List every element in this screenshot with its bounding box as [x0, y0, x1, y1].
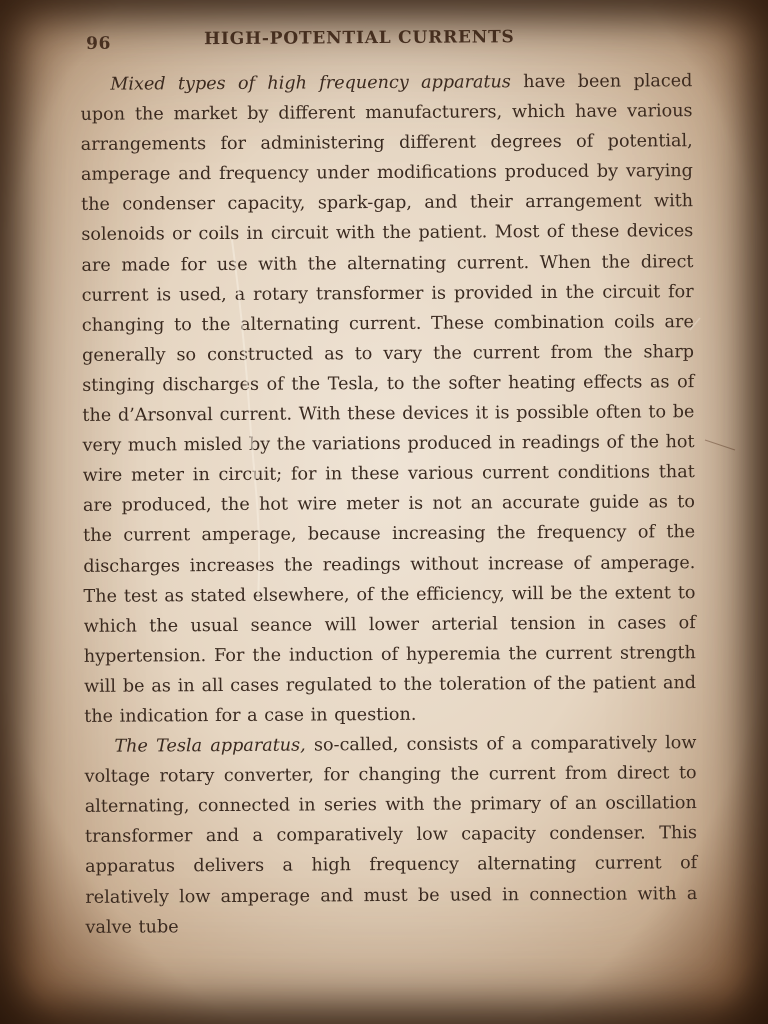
book-page: [80, 20, 698, 942]
page-number: 96: [86, 33, 112, 54]
running-title: HIGH-POTENTIAL CURRENTS: [204, 27, 515, 50]
paragraph-mixed-types: [80, 66, 696, 732]
paragraph-lead: Mixed types of high frequency apparatus: [110, 72, 511, 95]
running-head: [80, 20, 692, 58]
paragraph-body: so-called, consists of a comparatively low voltage rotary converter, for changing the current from direct to alternating, connected in series with the primary of an oscillation transformer and a comparatively low capacity condenser. This apparatus delivers a high frequency alternating current of relatively low amperage and must be used in connection with a valve tube: [84, 733, 698, 938]
paragraph-body: have been placed upon the market by different manufacturers, which have various arrangements for administering different degrees of potential, amperage and frequency under modifications produced by varying the condenser capacity, spark-gap, and their arrangement with solenoids or coils in circuit with the patient. Most of these devices are made for use with the alternating current. When the direct current is used, a rotary transformer is provided in the circuit for changing to the alternating current. These combination coils are generally so constructed as to vary the current from the sharp stinging discharges of the Tesla, to the softer heating effects as of the d’Arsonval current. With these devices it is possible often to be very much misled by the variations produced in readings of the hot wire meter in circuit; for in these various current conditions that are produced, the hot wire meter is not an accurate guide as to the current amperage, because increasing the frequency of the discharges increases the readings without increase of amperage. The test as stated elsewhere, of the efficiency, will be the extent to which the usual seance will lower arterial tension in cases of hypertension. For the induction of hyperemia the current strength will be as in all cases regulated to the toleration of the patient and the indication for a case in question.: [80, 71, 697, 727]
paragraph-tesla-apparatus: [84, 728, 697, 942]
paragraph-lead: The Tesla apparatus,: [114, 735, 306, 757]
